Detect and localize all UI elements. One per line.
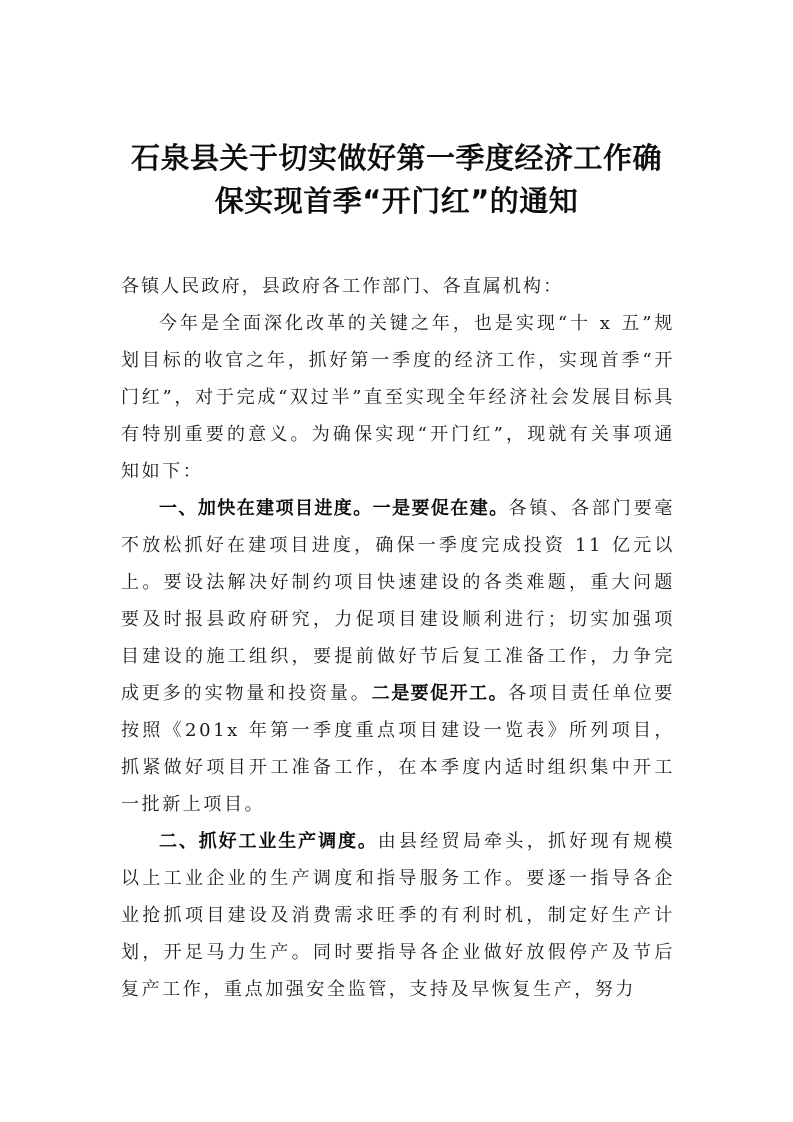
section-1-sub-2-heading: 二是要促开工。 — [371, 683, 509, 704]
section-1-sub-1-text: 各镇、各部门要毫不放松抓好在建项目进度，确保一季度完成投资 11 亿元以上。要设法解决好制约项目快速建设的各类难题，重大问题要及时报县政府研究，力促项目建设顺利进行；切实加强项目建设的施工组织，要提前做好节后复工准备工作，力争完成更多的实物量和投资量。 — [121, 498, 675, 704]
section-1-sub-1-heading: 一是要促在建。 — [372, 498, 509, 519]
document-body — [121, 268, 675, 1008]
intro-paragraph: 今年是全面深化改革的关键之年，也是实现“十 x 五”规划目标的收官之年，抓好第一季度的经济工作，实现首季“开门红”，对于完成“双过半”直至实现全年经济社会发展目标具有特别重要的意义。为确保实现“开门红”，现就有关事项通知如下： — [121, 313, 675, 482]
title-line-2: 保实现首季“开门红”的通知 — [214, 184, 579, 218]
section-2-heading: 二、抓好工业生产调度。 — [159, 831, 378, 852]
section-2-paragraph — [121, 823, 675, 1008]
salutation: 各镇人民政府，县政府各工作部门、各直属机构： — [121, 276, 564, 297]
title-line-1: 石泉县关于切实做好第一季度经济工作确 — [130, 141, 662, 175]
section-2-text: 由县经贸局牵头，抓好现有规模以上工业企业的生产调度和指导服务工作。要逐一指导各企业抢抓项目建设及消费需求旺季的有利时机，制定好生产计划，开足马力生产。同时要指导各企业做好放假停产及节后复产工作，重点加强安全监管，支持及早恢复生产，努力 — [121, 831, 675, 1000]
section-1-paragraph — [121, 490, 675, 823]
section-1-heading: 一、加快在建项目进度。 — [159, 498, 373, 519]
section-1-sub-2-text: 各项目责任单位要按照《201x 年第一季度重点项目建设一览表》所列项目，抓紧做好项目开工准备工作，在本季度内适时组织集中开工一批新上项目。 — [121, 683, 675, 815]
document-title — [100, 137, 693, 223]
